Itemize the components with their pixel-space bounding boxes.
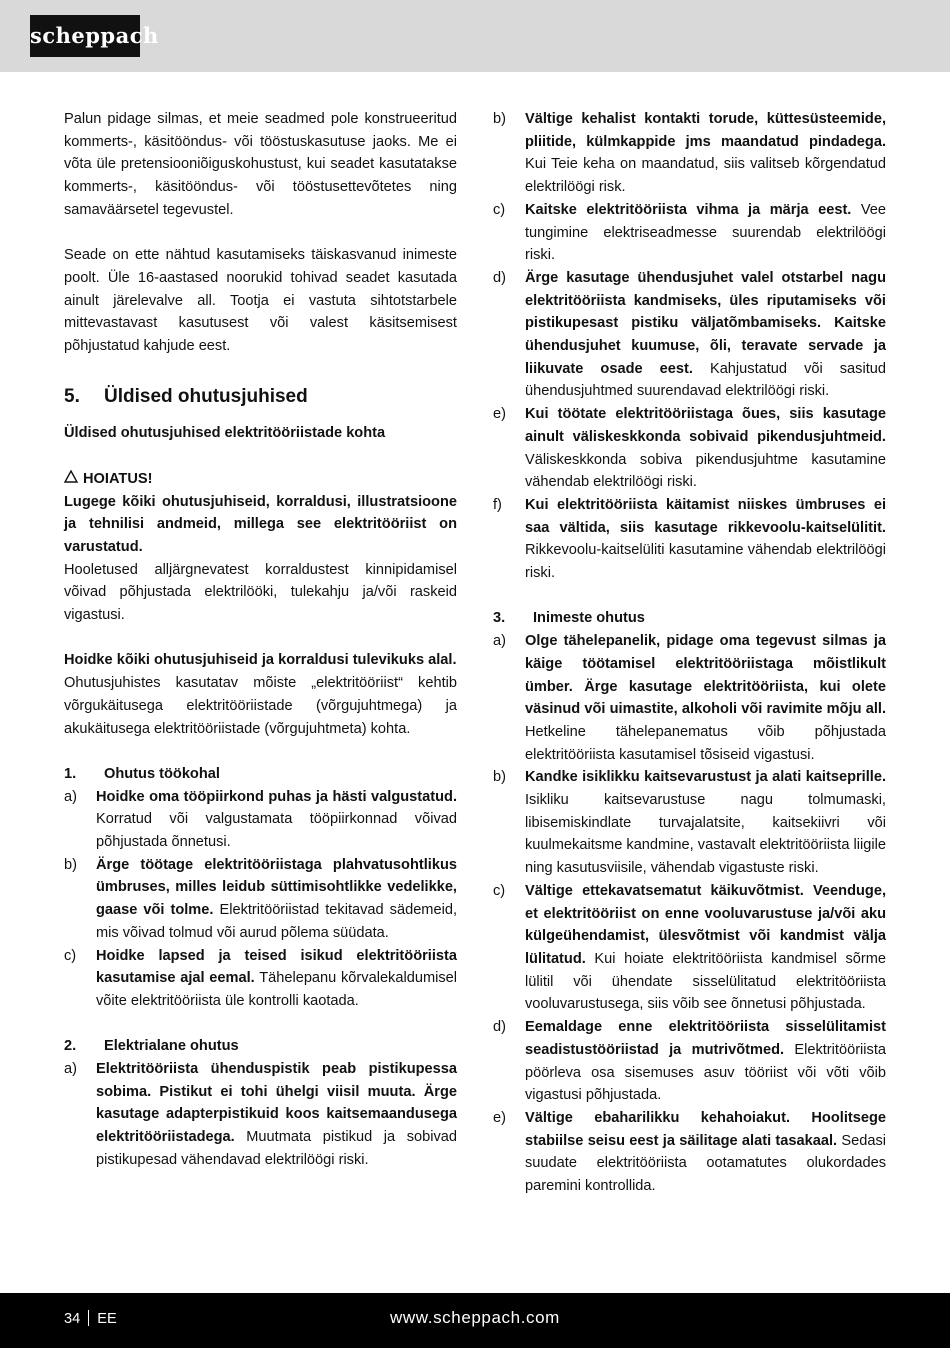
page-footer [0,1293,950,1348]
page-header [0,0,950,72]
item-label: e) [493,1109,506,1126]
intro-paragraph-2: Seade on ette nähtud kasutamiseks täiskasvanud inimeste poolt. Üle 16-aastased noorukid tohivad seadet kasutada ainult järelevalve all. Tootja ei vastuta sihtotstarbele mittevastavast kasutusest või valest käsitsemisest põhjustatud kahjude eest. [64,247,457,355]
item-text: Elektritööriistad tekitavad sädemeid, mis võivad tolmud või aurud põlema süüdata. [96,902,457,941]
page-number: 34 [64,1311,81,1327]
item-text: Kui hoiate elektritööriista kandmisel sõrme lülitil või ühendate sisselülitatud elektritööriista vooluvarustusega, siis võib see õnnetusi põhjustada. [525,951,886,1013]
list-item [64,786,457,854]
item-text: Sedasi suudate elektritööriista ootamatutes olukordades paremini kontrollida. [525,1132,887,1195]
language-code: EE [97,1311,117,1327]
subtitle: Üldised ohutusjuhised elektritööriistade kohta [64,425,386,442]
list-item [493,403,886,494]
s2-list-left [64,1058,457,1172]
item-bold-text: Ärge töötage elektritööriistaga plahvatusohtlikus ümbruses, milles leidub süttimisohtlikke vedelikke, gaase või tolme. [96,856,457,919]
subsection-1-heading [64,763,457,786]
list-item [493,630,886,766]
list-item [64,854,457,945]
item-bold-text: Kui töötate elektritööriistaga õues, siis kasutage ainult väliskeskkonda sobivaid pikendusjuhtmeid. [525,406,886,445]
item-label: d) [493,269,506,286]
item-bold-text: Hoidke lapsed ja teised isikud elektritööriista kasutamise ajal eemal. [96,947,457,987]
subsection-2-heading [64,1035,457,1058]
s1-list [64,786,457,1013]
item-label: b) [493,769,506,786]
item-text: Rikkevoolu-kaitselüliti kasutamine vähendab elektrilöögi riski. [525,542,886,582]
item-label: c) [493,201,506,218]
list-item [493,766,886,880]
item-text: Elektritööriista pöörleva osa sisemuses asuv tööriist või võti võib vigastusi põhjustada. [525,1041,887,1104]
item-text: Väliskeskkonda sobiva pikendusjuhtme kasutamine vähendab elektrilöögi riski. [525,451,886,491]
list-item [493,267,886,403]
item-bold-text: Vältige ebaharilikku kehahoiakut. Hoolitsege stabiilse seisu eest ja säilitage alati tasakaal. [525,1109,886,1149]
section-heading [64,384,457,410]
subsection-3-number: 3. [493,610,506,627]
right-column [493,108,886,1198]
keep-instructions-text: Ohutusjuhistes kasutatav mõiste „elektritööriist“ kehtib võrgukäitusega elektritööriistade (võrgujuhtmega) ja akukäitusega elektritööriistade (võrgujuhtmeta) kohta. [64,675,457,737]
section-title: Üldised ohutusjuhised [104,386,308,408]
item-text: Kahjustatud või sasitud ühendusjuhtmed suurendavad elektrilöögi riski. [525,360,886,400]
item-label: e) [493,406,506,423]
item-bold-text: Eemaldage enne elektritööriista sisselülitamist seadistustööriistad ja mutrivõtmed. [525,1019,886,1058]
item-bold-text: Kaitske elektritööriista vihma ja märja eest. [525,201,852,218]
item-label: b) [493,111,506,127]
subsection-2-number: 2. [64,1038,77,1055]
website-link[interactable]: www.scheppach.com [390,1308,560,1327]
subsection-2-title: Elektrialane ohutus [104,1038,239,1055]
list-item [493,108,886,199]
item-text: Tähelepanu kõrvalekaldumisel võite elektritööriista üle kontrolli kaotada. [96,970,457,1009]
item-bold-text: Kui elektritööriista käitamist niiskes ümbruses ei saa vältida, siis kasutage rikkevoolu-kaitselülitit. [525,496,886,536]
item-text: Hetkeline tähelepanematus võib põhjustada elektritööriista kasutamisel tõsiseid vigastusi. [525,723,886,763]
list-item [64,945,457,1013]
item-label: c) [493,882,506,899]
intro-paragraph-1: Palun pidage silmas, et meie seadmed pole konstrueeritud kommerts-, käsitööndus- või tööstuskasutuse jaoks. Me ei võta üle pretensiooniõiguskohustust, kui seadet kasutatakse kommerts-, käsitööndus- või tööstusettevõtetes ning samaväärsetel tegevustel. [64,111,457,218]
brand-logo: scheppach [30,15,140,57]
subsection-3-title: Inimeste ohutus [533,610,645,627]
item-bold-text: Vältige ettekavatsematut käikuvõtmist. Veenduge, et elektritööriist on enne vooluvarustuse ja/või aku külgeühendamist, ülesvõtmist või kandmist välja lülitatud. [525,882,886,967]
warning-heading [64,468,457,491]
warning-triangle-icon [64,468,79,491]
list-item [493,494,886,585]
item-label: a) [64,788,77,805]
item-bold-text: Kandke isiklikku kaitsevarustust ja alati kaitseprille. [525,769,886,786]
item-bold-text: Elektritööriista ühenduspistik peab pistikupessa sobima. Pistikut ei tohi ühelgi viisil muuta. Ärge kasutage adapterpistikuid koos kaitsemaandusega elektritööriistadega. [96,1061,457,1146]
list-item [64,1058,457,1172]
item-bold-text: Hoidke oma tööpiirkond puhas ja hästi valgustatud. [96,788,457,805]
item-bold-text: Ärge kasutage ühendusjuhet valel otstarbel nagu elektritööriista kandmiseks, üles riputamiseks või pistikupesast pistiku väljatõmbamiseks. Kaitske ühendusjuhet kuumuse, õli, teravate servade ja liikuvate osade eest. [525,269,886,377]
item-text: Muutmata pistikud ja sobivad pistikupesad vähendavad elektrilöögi riski. [96,1129,457,1168]
s3-list [493,630,886,1198]
item-label: a) [64,1061,77,1078]
item-label: f) [493,496,502,513]
list-item [493,1016,886,1107]
item-label: a) [493,633,506,650]
subsection-1-title: Ohutus töökohal [104,765,220,782]
item-bold-text: Vältige kehalist kontakti torude, küttesüsteemide, pliitide, külmkappide jms maandatud pindadega. [525,111,886,150]
list-item [493,880,886,1016]
s2-list-right [493,108,886,585]
list-item [493,199,886,267]
left-column [64,108,457,1172]
warning-text: Hooletused alljärgnevatest korraldustest kinnipidamisel võivad põhjustada elektrilööki, tulekahju ja/või raskeid vigastusi. [64,561,457,624]
item-label: b) [64,856,77,873]
subsection-3-heading [493,607,886,630]
item-label: d) [493,1019,506,1036]
subsection-1-number: 1. [64,765,77,782]
item-bold-text: Olge tähelepanelik, pidage oma tegevust silmas ja käige töötamisel elektritööriistaga mõistlikult ümber. Ärge kasutage elektritööriista, kui olete väsinud või uimastite, alkoholi või ravimite mõju all. [525,633,886,718]
item-text: Vee tungimine elektriseadmesse suurendab elektrilöögi riski. [525,201,886,264]
item-text: Kui Teie keha on maandatud, siis valitseb kõrgendatud elektrilöögi risk. [525,156,886,196]
list-item [493,1107,886,1198]
item-text: Isikliku kaitsevarustuse nagu tolmumaski, libisemiskindlate turvajalatsite, kaitsekiivri või kuulmekaitsme kandmine, vastavalt elektritööriista liigile ning kasutusviisile, vähendab vigastuste riski. [525,792,886,877]
warning-label: HOIATUS! [83,470,153,487]
item-text: Korratud või valgustamata tööpiirkonnad võivad põhjustada õnnetusi. [96,811,457,851]
item-label: c) [64,947,77,964]
keep-instructions-bold: Hoidke kõiki ohutusjuhiseid ja korraldusi tulevikuks alal. [64,652,457,669]
warning-bold-text: Lugege kõiki ohutusjuhiseid, korraldusi, illustratsioone ja tehnilisi andmeid, millega see elektritööriist on varustatud. [64,493,457,555]
section-number: 5. [64,386,80,408]
